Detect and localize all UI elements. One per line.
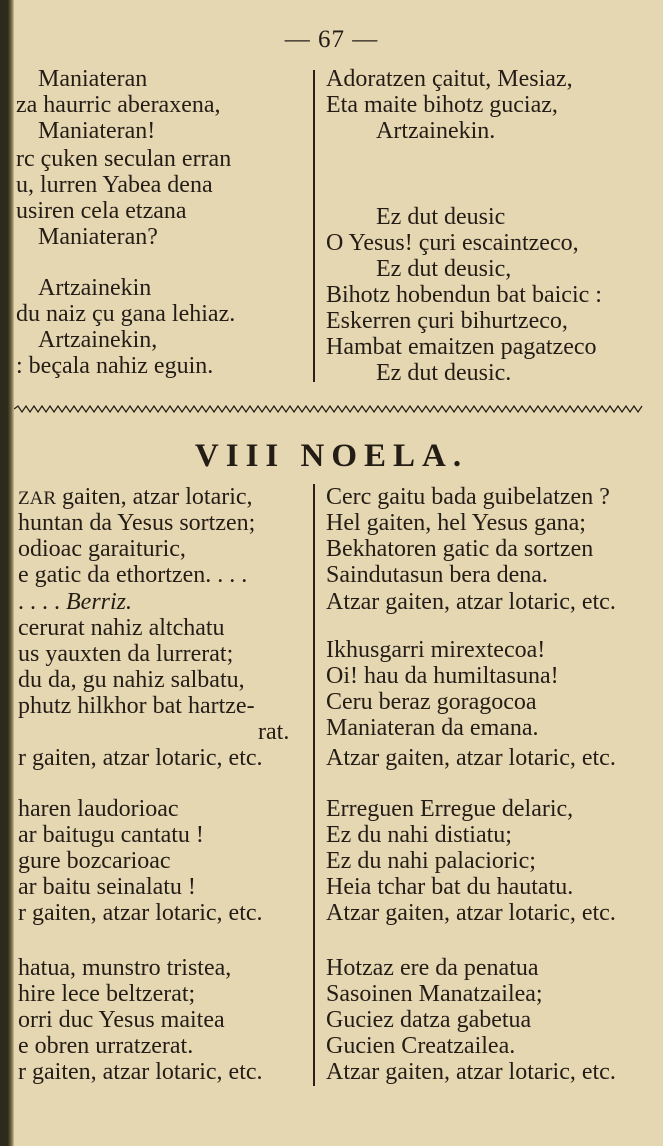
book-gutter — [0, 0, 14, 1146]
verse-line: Bihotz hobendun bat baicic : — [326, 282, 602, 308]
verse-line: Atzar gaiten, atzar lotaric, etc. — [326, 1059, 616, 1085]
column-rule — [313, 484, 315, 1086]
verse-line: za haurric aberaxena, — [16, 92, 221, 118]
verse-line: : beçala nahiz eguin. — [16, 353, 214, 379]
verse-line: hire lece beltzerat; — [18, 981, 196, 1007]
verse-line: Eta maite bihotz guciaz, — [326, 92, 558, 118]
verse-line: O Yesus! çuri escaintzeco, — [326, 230, 579, 256]
verse-line: ar baitu seinalatu ! — [18, 874, 196, 900]
verse-line: Ez dut deusic, — [376, 256, 512, 282]
verse-line: gure bozcarioac — [18, 848, 171, 874]
verse-line-rest: gaiten, atzar lotaric, — [56, 484, 253, 510]
verse-line: Erreguen Erregue delaric, — [326, 796, 574, 822]
verse-line: r gaiten, atzar lotaric, etc. — [18, 745, 263, 771]
verse-line: Eskerren çuri bihurtzeco, — [326, 308, 568, 334]
verse-line: Atzar gaiten, atzar lotaric, etc. — [326, 589, 616, 615]
verse-line: Saindutasun bera dena. — [326, 562, 548, 588]
verse-line: Heia tchar bat du hautatu. — [326, 874, 574, 900]
refrain-word: Berriz. — [66, 589, 132, 615]
verse-line: Gucien Creatzailea. — [326, 1033, 516, 1059]
verse-line: Ez du nahi distiatu; — [326, 822, 512, 848]
verse-line: ar baitugu cantatu ! — [18, 822, 204, 848]
dropped-initial-text: ZAR — [18, 488, 56, 509]
verse-line: e gatic da ethortzen. . . . — [18, 562, 248, 588]
verse-line: Sasoinen Manatzailea; — [326, 981, 543, 1007]
page-number: — 67 — — [284, 26, 379, 53]
verse-line: du naiz çu gana lehiaz. — [16, 301, 236, 327]
verse-line: Ceru beraz goragocoa — [326, 689, 537, 715]
verse-line: r gaiten, atzar lotaric, etc. — [18, 900, 263, 926]
verse-line: du da, gu nahiz salbatu, — [18, 667, 245, 693]
verse-line: Maniateran da emana. — [326, 715, 539, 741]
verse-line: Ez dut deusic — [376, 204, 506, 230]
section-title: VIII NOELA. — [194, 438, 469, 474]
verse-line: Oi! hau da humiltasuna! — [326, 663, 559, 689]
verse-line: Ez du nahi palacioric; — [326, 848, 536, 874]
verse-line: hatua, munstro tristea, — [18, 955, 232, 981]
verse-line: Ikhusgarri mirextecoa! — [326, 637, 546, 663]
column-rule — [313, 70, 315, 382]
verse-line: phutz hilkhor bat hartze- — [18, 693, 255, 719]
verse-line: Hel gaiten, hel Yesus gana; — [326, 510, 586, 536]
verse-line: Maniateran? — [38, 224, 158, 250]
verse-line: Atzar gaiten, atzar lotaric, etc. — [326, 900, 616, 926]
verse-line: Cerc gaitu bada guibelatzen ? — [326, 484, 610, 510]
verse-line: Artzainekin, — [38, 327, 158, 353]
verse-line: Ez dut deusic. — [376, 360, 512, 386]
verse-line: Artzainekin — [38, 275, 152, 301]
ornamental-divider — [14, 402, 644, 416]
verse-line: Maniateran! — [38, 118, 156, 144]
refrain-dots: . . . . — [18, 589, 66, 615]
verse-line: rat. — [258, 719, 290, 745]
refrain-line — [18, 589, 132, 615]
verse-line: Guciez datza gabetua — [326, 1007, 532, 1033]
verse-line: huntan da Yesus sortzen; — [18, 510, 256, 536]
verse-line: Bekhatoren gatic da sortzen — [326, 536, 594, 562]
verse-line: odioac garaituric, — [18, 536, 186, 562]
verse-line: Hotzaz ere da penatua — [326, 955, 539, 981]
verse-line: orri duc Yesus maitea — [18, 1007, 225, 1033]
verse-line-first — [18, 484, 253, 512]
verse-line: e obren urratzerat. — [18, 1033, 194, 1059]
verse-line: r gaiten, atzar lotaric, etc. — [18, 1059, 263, 1085]
verse-line: rc çuken seculan erran — [16, 146, 232, 172]
verse-line: Artzainekin. — [376, 118, 496, 144]
verse-line: Maniateran — [38, 66, 148, 92]
verse-line: haren laudorioac — [18, 796, 179, 822]
verse-line: cerurat nahiz altchatu — [18, 615, 225, 641]
verse-line: Atzar gaiten, atzar lotaric, etc. — [326, 745, 616, 771]
verse-line: usiren cela etzana — [16, 198, 187, 224]
verse-line: Hambat emaitzen pagatzeco — [326, 334, 597, 360]
verse-line: u, lurren Yabea dena — [16, 172, 213, 198]
verse-line: Adoratzen çaitut, Mesiaz, — [326, 66, 573, 92]
verse-line: us yauxten da lurrerat; — [18, 641, 234, 667]
